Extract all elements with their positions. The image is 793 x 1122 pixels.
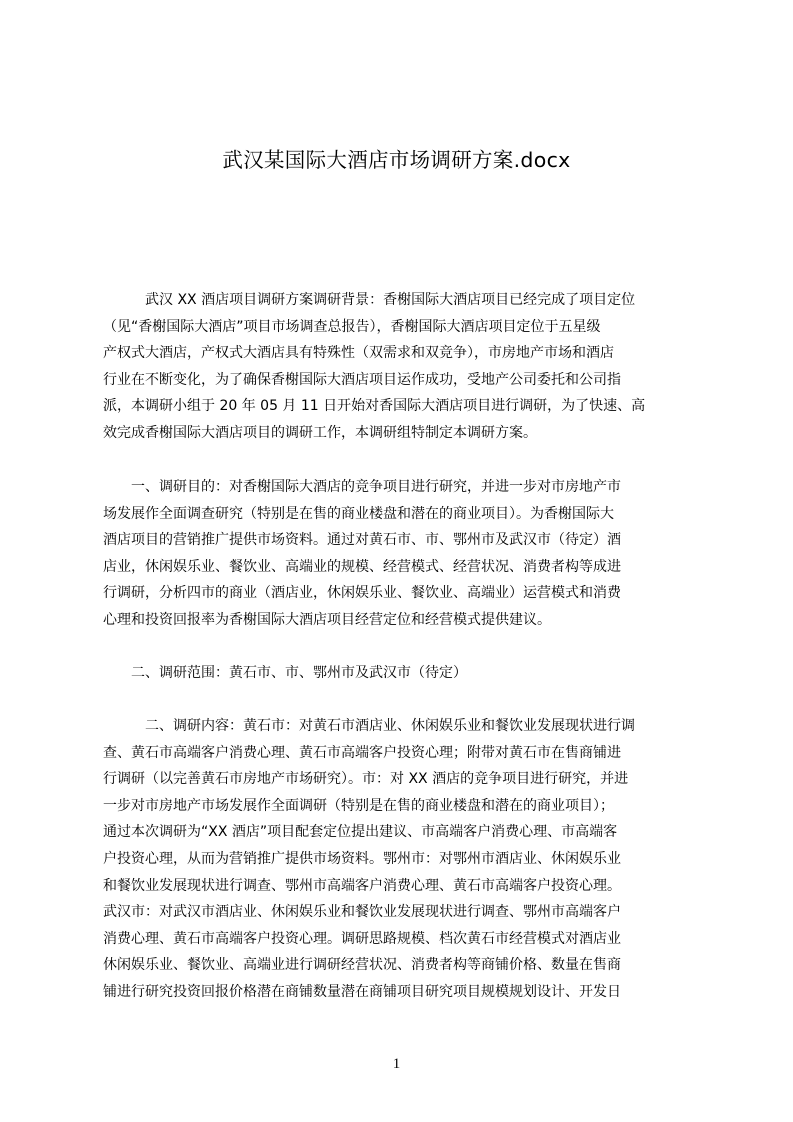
text-line: 行调研，分析四市的商业（酒店业，休闲娱乐业、餐饮业、高端业）运营模式和消费 <box>103 585 621 602</box>
text-line: 查、黄石市高端客户消费心理、黄石市高端客户投资心理；附带对黄石市在售商铺进 <box>103 744 621 761</box>
text-line: 派，本调研小组于 20 年 05 月 11 日开始对香国际大酒店项目进行调研，为了快速、高 <box>103 398 646 415</box>
text-line: 和餐饮业发展现状进行调查、鄂州市高端客户消费心理、黄石市高端客户投资心理。 <box>103 877 621 894</box>
paragraph-background <box>103 287 699 447</box>
text-line: 酒店项目的营销推广提供市场资料。通过对黄石市、市、鄂州市及武汉市（待定）酒 <box>103 532 621 549</box>
text-line: 心理和投资回报率为香榭国际大酒店项目经营定位和经营模式提供建议。 <box>103 611 551 628</box>
text-line: 行调研（以完善黄石市房地产市场研究）。市：对 XX 酒店的竞争项目进行研究，并进 <box>103 771 629 788</box>
text-line: 效完成香榭国际大酒店项目的调研工作，本调研组特制定本调研方案。 <box>103 424 537 441</box>
text-line: （见“香榭国际大酒店”项目市场调查总报告），香榭国际大酒店项目定位于五星级 <box>103 318 601 335</box>
text-line: 一、调研目的：对香榭国际大酒店的竞争项目进行研究，并进一步对市房地产市 <box>103 479 621 495</box>
paragraph-scope <box>103 660 699 687</box>
text-line: 店业，休闲娱乐业、餐饮业、高端业的规模、经营模式、经营状况、消费者构等成进 <box>103 558 621 575</box>
text-line: 武汉 XX 酒店项目调研方案调研背景：香榭国际大酒店项目已经完成了项目定位 <box>103 292 636 308</box>
text-line: 铺进行研究投资回报价格潜在商铺数量潜在商铺项目研究项目规模规划设计、开发日 <box>103 983 621 1000</box>
text-line: 行业在不断变化，为了确保香榭国际大酒店项目运作成功，受地产公司委托和公司指 <box>103 371 621 388</box>
document-title: 武汉某国际大酒店市场调研方案.docx <box>222 148 571 172</box>
text-line: 休闲娱乐业、餐饮业、高端业进行调研经营状况、消费者构等商铺价格、数量在售商 <box>103 957 621 974</box>
text-line: 武汉市：对武汉市酒店业、休闲娱乐业和餐饮业发展现状进行调查、鄂州市高端客户 <box>103 904 621 921</box>
text-line: 产权式大酒店，产权式大酒店具有特殊性（双需求和双竞争），市房地产市场和酒店 <box>103 345 614 362</box>
text-line: 一步对市房地产市场发展作全面调研（特别是在售的商业楼盘和潜在的商业项目）； <box>103 797 614 814</box>
page-number: 1 <box>392 1056 401 1072</box>
text-line: 通过本次调研为“XX 酒店”项目配套定位提出建议、市高端客户消费心理、市高端客 <box>103 824 618 841</box>
text-line: 场发展作全面调查研究（特别是在售的商业楼盘和潜在的商业项目）。为香榭国际大 <box>103 505 614 522</box>
paragraph-content <box>103 713 699 1006</box>
paragraph-objective <box>103 474 699 634</box>
text-line: 二、调研范围：黄石市、市、鄂州市及武汉市（待定） <box>103 665 467 681</box>
text-line: 二、调研内容：黄石市：对黄石市酒店业、休闲娱乐业和餐饮业发展现状进行调 <box>103 718 635 734</box>
text-line: 户投资心理，从而为营销推广提供市场资料。鄂州市：对鄂州市酒店业、休闲娱乐业 <box>103 850 621 867</box>
text-line: 消费心理、黄石市高端客户投资心理。调研思路规模、档次黄石市经营模式对酒店业 <box>103 930 621 947</box>
